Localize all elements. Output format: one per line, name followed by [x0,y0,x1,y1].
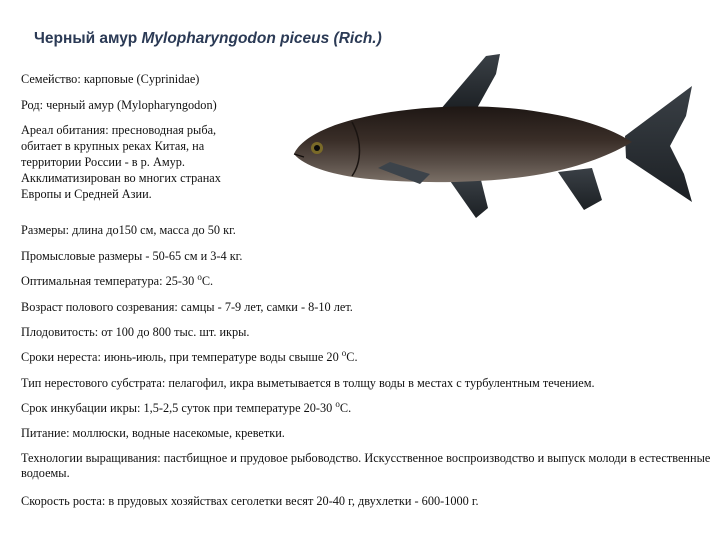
substrate-line: Тип нерестового субстрата: пелагофил, икра выметывается в толщу воды в местах с турбулентным течением. [21,376,595,390]
diet-line: Питание: моллюски, водные насекомые, креветки. [21,426,285,440]
black-carp-fish-illustration [290,50,698,222]
habitat-line-4: Акклиматизирован во многих странах [21,171,221,185]
pelvic-fin [448,176,488,218]
spawning-line: Сроки нереста: июнь-июль, при температуре воды свыше 20 $^о$С. [21,348,358,364]
dorsal-fin [440,54,500,110]
family-line: Семейство: карповые (Cyprinidae) [21,72,200,86]
technology-line: Технологии выращивания: пастбищное и прудовое рыбоводство. Искусственное воспроизводство и выпуск молоди в естественные водоемы. [21,451,711,480]
title-latin: Mylopharyngodon piceus (Rich.) [141,30,382,47]
incubation-line: Срок инкубации икры: 1,5-2,5 суток при температуре 20-30 $^о$С. [21,399,352,415]
growth-line: Скорость роста: в прудовых хозяйствах сеголетки весят 20-40 г, двухлетки - 600-1000 г. [21,494,479,508]
commercial-sizes-line: Промысловые размеры - 50-65 см и 3-4 кг. [21,249,243,263]
genus-line: Род: черный амур (Mylopharyngodon) [21,98,217,112]
title-russian: Черный амур [34,30,138,47]
page-title [34,30,382,48]
habitat-line-5: Европы и Средней Азии. [21,187,152,201]
anal-fin [558,168,602,210]
sizes-line: Размеры: длина до150 см, масса до 50 кг. [21,223,236,237]
maturity-age-line: Возраст полового созревания: самцы - 7-9 лет, самки - 8-10 лет. [21,300,353,314]
fecundity-line: Плодовитость: от 100 до 800 тыс. шт. икры. [21,325,250,339]
habitat-line-2: обитает в крупных реках Китая, на [21,139,205,153]
optimal-temperature-line: Оптимальная температура: 25-30 $^о$С. [21,272,214,288]
tail-fin [625,86,692,202]
habitat-line-3: территории России - в р. Амур. [21,155,185,169]
habitat-line-1: Ареал обитания: пресноводная рыба, [21,123,217,137]
